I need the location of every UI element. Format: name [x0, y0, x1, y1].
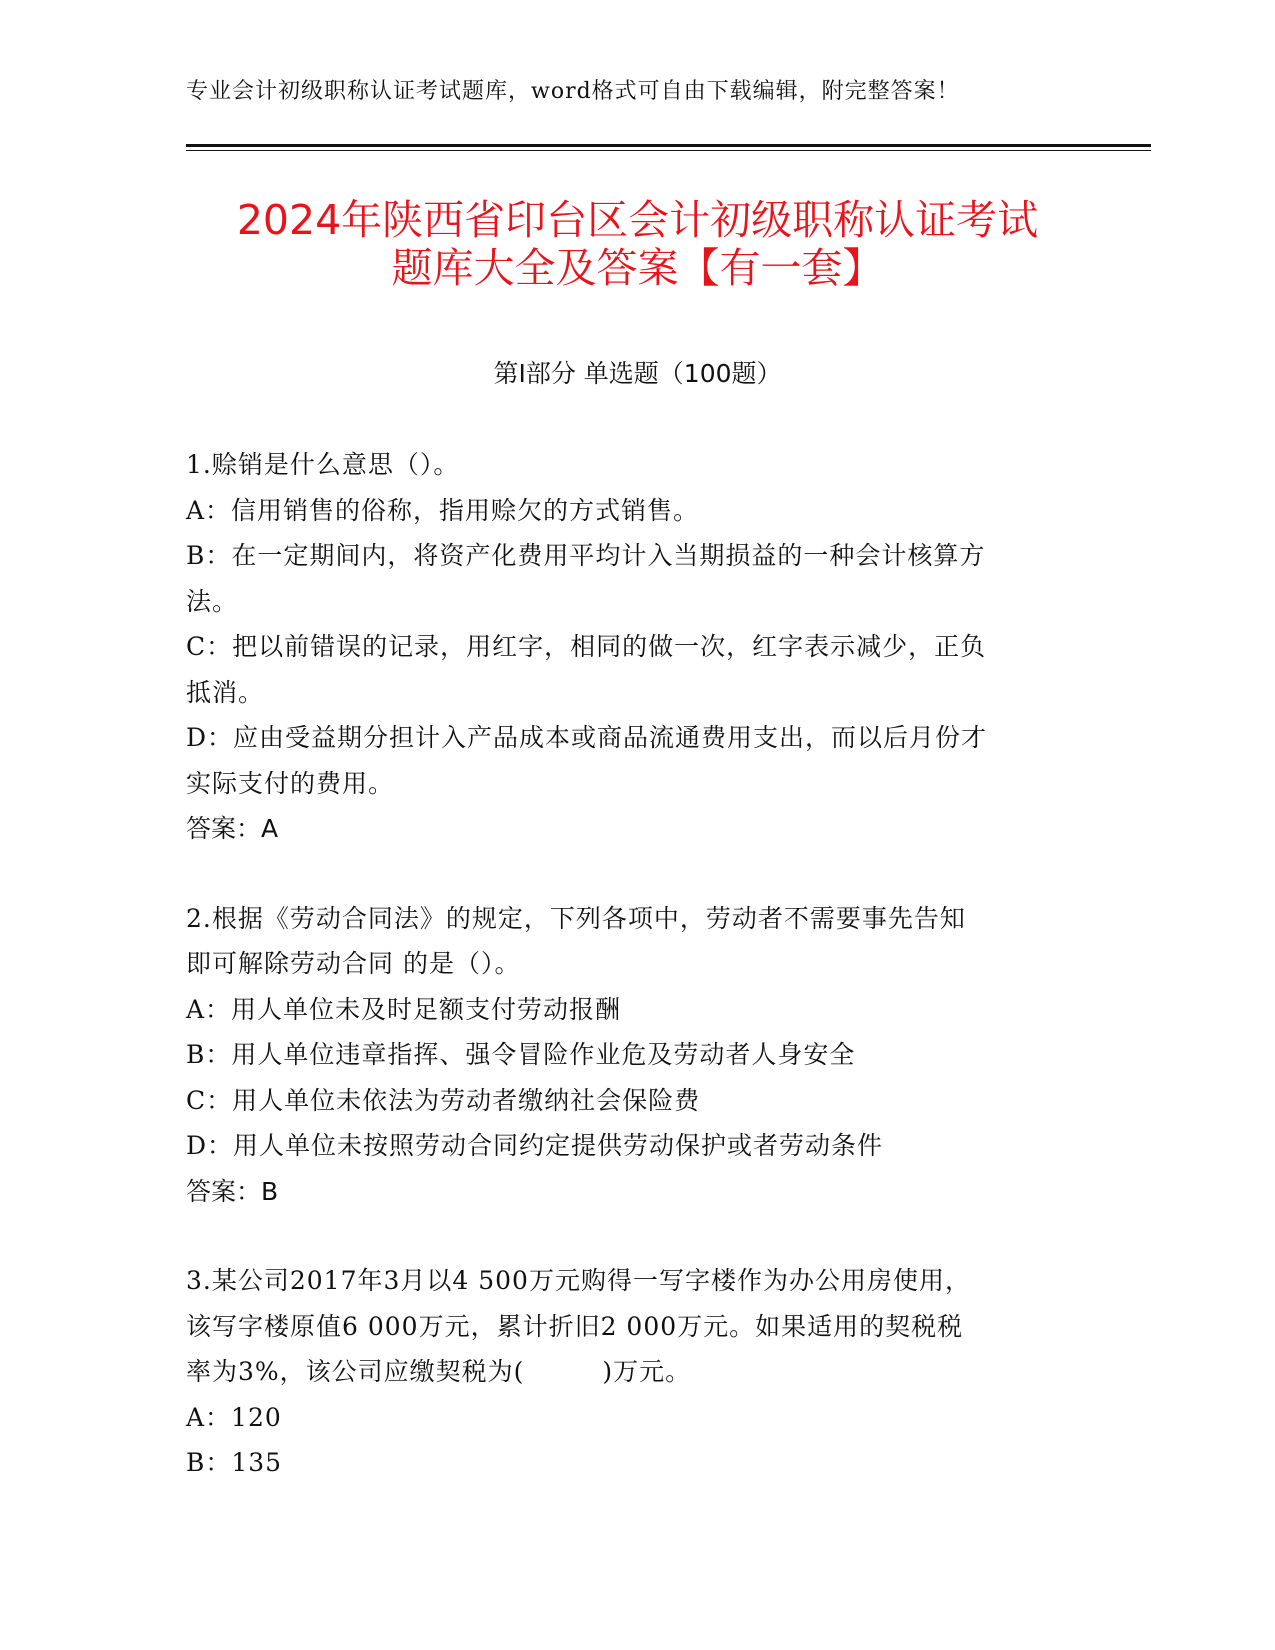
option-c: C：用人单位未依法为劳动者缴纳社会保险费 [186, 1085, 701, 1115]
question-stem: 1.赊销是什么意思（）。 [186, 450, 460, 479]
option-d: D：用人单位未按照劳动合同约定提供劳动保护或者劳动条件 [186, 1131, 884, 1160]
answer: 答案：B [186, 1176, 279, 1206]
question-stem: 2.根据《劳动合同法》的规定，下列各项中，劳动者不需要事先告知 [186, 903, 966, 933]
title-line-2: 题库大全及答案【有一套】 [391, 244, 884, 292]
question-stem-continued: 该写字楼原值6 000万元，累计折旧2 000万元。如果适用的契税税 [186, 1311, 964, 1341]
option-b: B：在一定期间内，将资产化费用平均计入当期损益的一种会计核算方 [186, 541, 986, 570]
question-2 [186, 896, 1066, 1215]
question-1 [186, 442, 1066, 852]
header-rule-thick [186, 144, 1151, 147]
option-b-continued: 法。 [186, 586, 239, 616]
question-list [186, 442, 1066, 1530]
answer: 答案：A [186, 814, 279, 843]
option-c: C：把以前错误的记录，用红字，相同的做一次，红字表示减少，正负 [186, 632, 987, 661]
question-stem-continued: 率为3%，该公司应缴契税为( )万元。 [186, 1357, 692, 1386]
section-title: 第I部分 单选题（100题） [493, 359, 782, 388]
option-a: A：120 [186, 1402, 282, 1432]
option-c-continued: 抵消。 [186, 677, 265, 707]
title-line-1: 2024年陕西省印台区会计初级职称认证考试 [236, 196, 1039, 244]
question-stem-continued: 即可解除劳动合同 的是（）。 [186, 949, 521, 978]
option-d-continued: 实际支付的费用。 [186, 768, 395, 798]
option-b: B：用人单位违章指挥、强令冒险作业危及劳动者人身安全 [186, 1040, 856, 1069]
option-b: B：135 [186, 1448, 283, 1477]
question-3 [186, 1258, 1066, 1486]
option-d: D：应由受益期分担计入产品成本或商品流通费用支出，而以后月份才 [186, 723, 988, 752]
document-title [150, 196, 1125, 292]
header-rule-thin [186, 150, 1151, 151]
option-a: A：用人单位未及时足额支付劳动报酬 [186, 994, 622, 1024]
question-stem: 3.某公司2017年3月以4 500万元购得一写字楼作为办公用房使用， [186, 1266, 971, 1295]
header-note: 专业会计初级职称认证考试题库，word格式可自由下载编辑，附完整答案！ [186, 79, 960, 104]
option-a: A：信用销售的俗称，指用赊欠的方式销售。 [186, 495, 700, 525]
